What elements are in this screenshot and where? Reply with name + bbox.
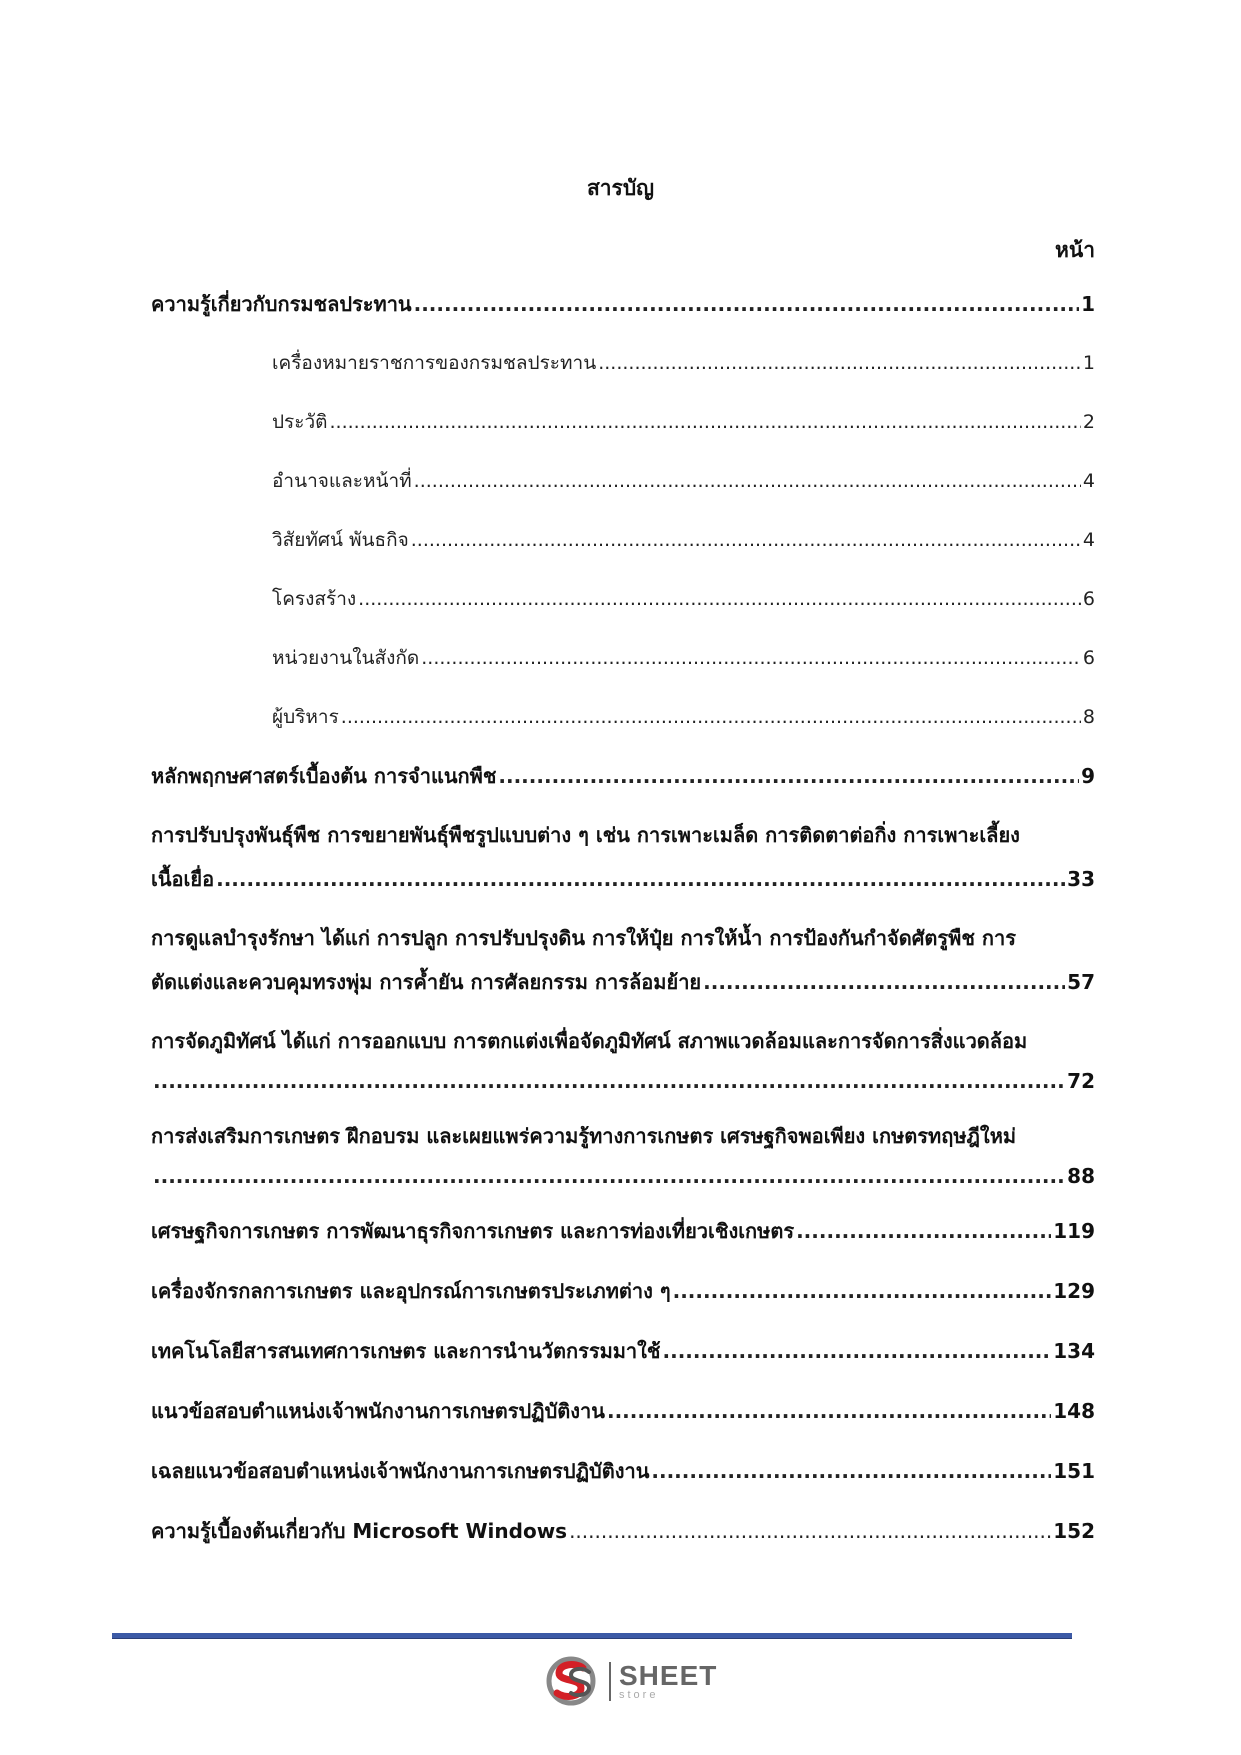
toc-entry[interactable] [151,1455,1095,1487]
toc-entry-text: ความรู้เกี่ยวกับกรมชลประทาน [151,292,412,316]
toc-subentry[interactable] [151,466,1095,496]
toc-entry-text: เครื่องหมายราชการของกรมชลประทาน [272,352,597,374]
dot-leader [569,1519,1051,1543]
dot-leader [411,529,1081,551]
toc-entry-text: เทคโนโลยีสารสนเทศการเกษตร และการนำนวัตกรรมมาใช้ [151,1339,661,1363]
toc-entry-page: 4 [1082,529,1095,551]
dot-leader [341,706,1081,728]
toc-entry-text: ผู้บริหาร [272,706,339,728]
toc-entry-page: 72 [1067,1069,1095,1093]
toc-entry[interactable] [151,819,1095,895]
toc-entry-page: 6 [1082,588,1095,610]
toc-entry-text: หลักพฤกษศาสตร์เบื้องต้น การจำแนกพืช [151,764,497,788]
toc-entry[interactable] [151,922,1095,998]
toc-entry[interactable] [151,1025,1095,1093]
toc-entry-page: 4 [1082,470,1095,492]
dot-leader [796,1219,1051,1243]
toc-entry-page: 57 [1067,970,1095,994]
dot-leader [153,1069,1065,1093]
toc-subentry[interactable] [151,407,1095,437]
toc-entry-text-line1: การส่งเสริมการเกษตร ฝึกอบรม และเผยแพร่ความรู้ทางการเกษตร เศรษฐกิจพอเพียง เกษตรทฤษฎีใหม่ [151,1124,1017,1148]
dot-leader [663,1339,1052,1363]
toc-subentry[interactable] [151,702,1095,732]
toc-entry[interactable] [151,1515,1095,1547]
toc-entry-page: 6 [1082,647,1095,669]
toc-entry[interactable] [151,1335,1095,1367]
toc-subentry[interactable] [151,348,1095,378]
dot-leader [329,411,1080,433]
sheet-store-logo [545,1656,717,1706]
toc-entry-page: 129 [1053,1279,1095,1303]
page-column-header: หน้า [1055,238,1095,262]
dot-leader [607,1399,1051,1423]
toc-entry-page: 1 [1082,352,1095,374]
sheet-store-logo-icon [545,1656,603,1706]
toc-entry-text-line1: การจัดภูมิทัศน์ ได้แก่ การออกแบบ การตกแต่งเพื่อจัดภูมิทัศน์ สภาพแวดล้อมและการจัดการสิ่งแวดล้อม [151,1029,1028,1053]
dot-leader [421,647,1081,669]
toc-entry-page: 151 [1053,1459,1095,1483]
dot-leader [651,1459,1051,1483]
toc-entry-page: 134 [1053,1339,1095,1363]
toc-entry-text: วิสัยทัศน์ พันธกิจ [272,529,409,551]
toc-subentry[interactable] [151,643,1095,673]
page-title: สารบัญ [586,176,655,200]
toc-entry-page: 119 [1053,1219,1095,1243]
dot-leader [216,867,1065,891]
toc-entry-text: โครงสร้าง [272,588,357,610]
toc-entry-text: เฉลยแนวข้อสอบตำแหน่งเจ้าพนักงานการเกษตรปฏิบัติงาน [151,1459,650,1483]
toc-entry-page: 152 [1053,1519,1095,1543]
logo-name: SHEET [619,1659,718,1691]
toc-entry[interactable] [151,1120,1095,1188]
toc-entry[interactable] [151,288,1095,320]
toc-entry-page: 1 [1081,292,1095,316]
dot-leader [414,470,1081,492]
toc-entry[interactable] [151,760,1095,792]
toc-entry-page: 33 [1067,867,1095,891]
toc-subentry[interactable] [151,525,1095,555]
dot-leader [598,352,1081,374]
dot-leader [673,1279,1052,1303]
dot-leader [498,764,1079,788]
toc-entry-page: 8 [1082,706,1095,728]
footer-divider [112,1633,1072,1639]
toc-entry-text: แนวข้อสอบตำแหน่งเจ้าพนักงานการเกษตรปฏิบัติงาน [151,1399,605,1423]
toc-entry-page: 148 [1053,1399,1095,1423]
toc-entry-page: 2 [1082,411,1095,433]
toc-entry-text: เศรษฐกิจการเกษตร การพัฒนาธุรกิจการเกษตร และการท่องเที่ยวเชิงเกษตร [151,1219,795,1243]
toc-entry-text: อำนาจและหน้าที่ [272,470,412,492]
dot-leader [414,292,1079,316]
toc-subentry[interactable] [151,584,1095,614]
toc-entry-page: 88 [1067,1164,1095,1188]
table-of-contents [151,288,1095,1547]
dot-leader [153,1164,1065,1188]
toc-entry-text: ความรู้เบื้องต้นเกี่ยวกับ Microsoft Windows [151,1519,568,1543]
toc-entry-text: เนื้อเยื่อ [151,867,215,891]
logo-subtext: store [619,1688,659,1701]
toc-entry[interactable] [151,1215,1095,1247]
toc-entry-text: เครื่องจักรกลการเกษตร และอุปกรณ์การเกษตรประเภทต่าง ๆ [151,1279,671,1303]
toc-entry-text-line1: การปรับปรุงพันธุ์พืช การขยายพันธุ์พืชรูปแบบต่าง ๆ เช่น การเพาะเมล็ด การติดตาต่อกิ่ง การเพาะเลี้ยง [151,823,1020,847]
toc-entry-text: หน่วยงานในสังกัด [272,647,420,669]
dot-leader [358,588,1081,610]
toc-entry[interactable] [151,1395,1095,1427]
toc-entry[interactable] [151,1275,1095,1307]
toc-entry-text-line1: การดูแลบำรุงรักษา ได้แก่ การปลูก การปรับปรุงดิน การให้ปุ๋ย การให้น้ำ การป้องกันกำจัดศัตรูพืช การ [151,926,1016,950]
dot-leader [703,970,1065,994]
toc-entry-page: 9 [1081,764,1095,788]
toc-entry-text: ประวัติ [272,411,328,433]
toc-entry-text: ตัดแต่งและควบคุมทรงพุ่ม การค้ำยัน การศัลยกรรม การล้อมย้าย [151,970,702,994]
